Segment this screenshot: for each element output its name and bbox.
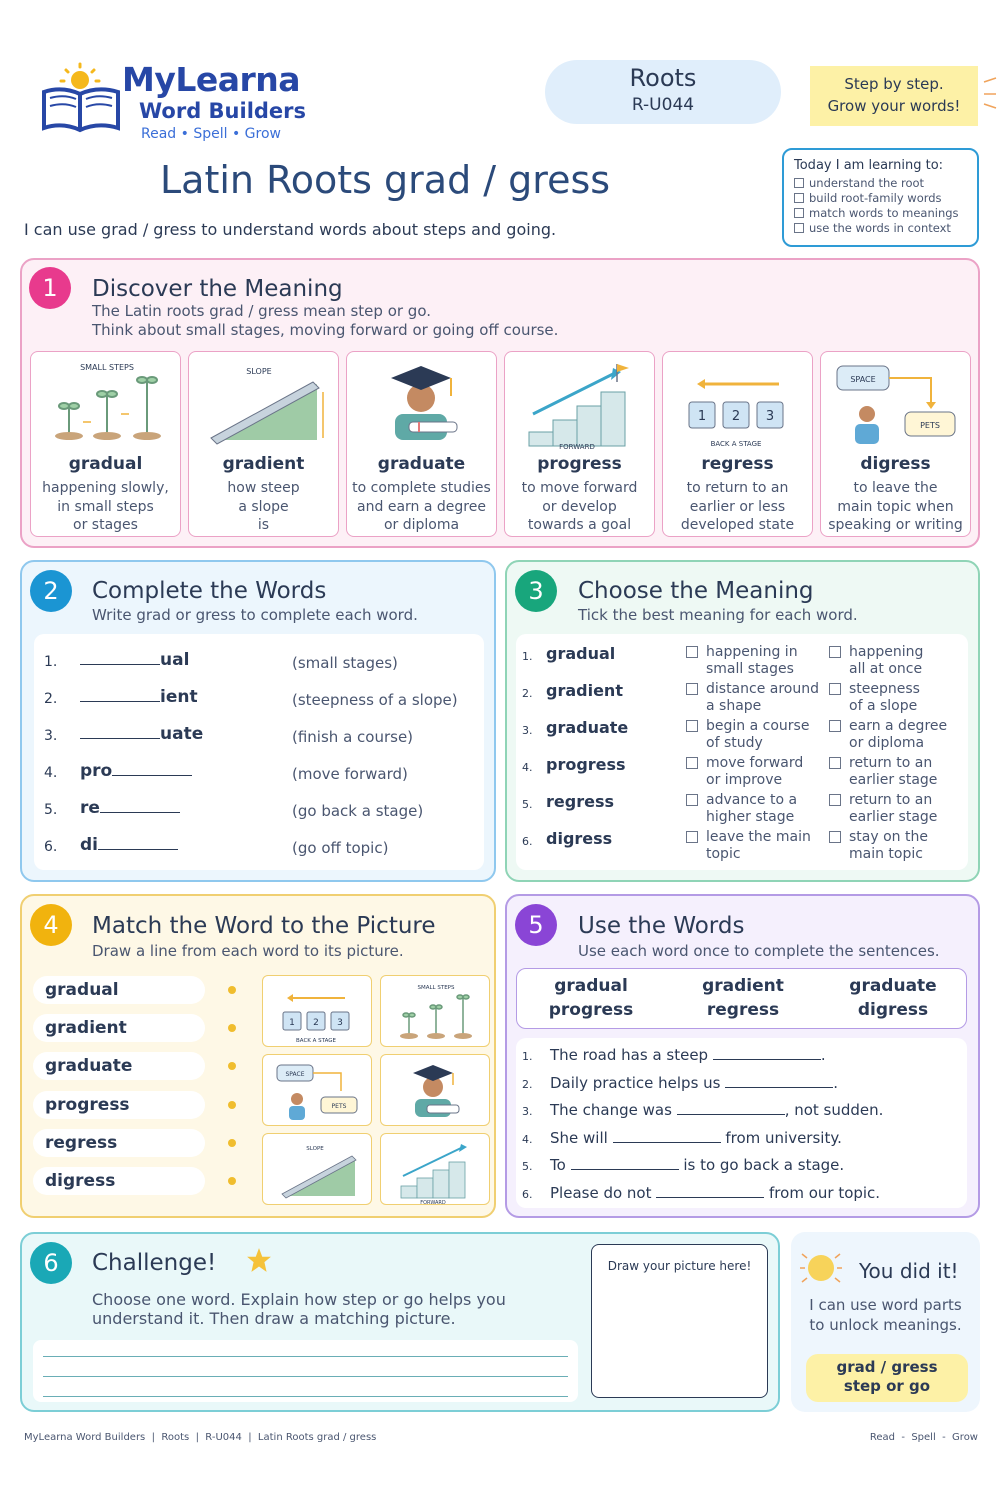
card-meaning: to complete studies and earn a degree or diploma xyxy=(352,480,491,533)
card-word: progress xyxy=(537,454,622,474)
row-number: 2. xyxy=(522,1077,533,1091)
svg-text:FORWARD: FORWARD xyxy=(420,1200,446,1206)
word-hint: (go back a stage) xyxy=(292,802,424,820)
option-text: of study xyxy=(706,735,763,751)
word-builder: ient xyxy=(80,687,198,707)
topic-shift-icon xyxy=(821,352,972,452)
drawing-label: Draw your picture here! xyxy=(607,1259,752,1273)
blank-input[interactable] xyxy=(80,725,160,739)
svg-text:3: 3 xyxy=(765,409,775,424)
bank-word: gradient xyxy=(702,976,784,996)
row-number: 1. xyxy=(44,654,58,670)
section-heading: Complete the Words xyxy=(92,578,327,604)
sentence-row: 3. The change was , not sudden. xyxy=(522,1101,884,1120)
match-picture-progress[interactable] xyxy=(380,1133,490,1205)
word-row xyxy=(44,835,464,861)
checkbox-icon[interactable] xyxy=(686,794,698,806)
back-arrow-icon xyxy=(663,352,814,452)
progress-stairs-icon xyxy=(381,1134,491,1206)
svg-text:PETS: PETS xyxy=(331,1103,347,1110)
card-meaning: happening slowly, in small steps or stages xyxy=(42,480,169,533)
checkbox-icon[interactable] xyxy=(686,757,698,769)
option-a[interactable] xyxy=(686,681,819,715)
brand-subtitle: Word Builders xyxy=(139,99,307,123)
small-steps-icon xyxy=(31,352,182,452)
small-steps-icon xyxy=(381,976,491,1048)
option-text: distance around xyxy=(706,681,819,697)
match-dot[interactable] xyxy=(228,986,236,994)
footer-tagline: Read - Spell - Grow xyxy=(869,1432,978,1443)
svg-text:SPACE: SPACE xyxy=(850,375,876,384)
word-hint: (small stages) xyxy=(292,654,398,672)
match-picture-gradient[interactable] xyxy=(262,1133,372,1205)
word-hint: (go off topic) xyxy=(292,839,389,857)
word-hint: (steepness of a slope) xyxy=(292,691,458,709)
row-number: 1. xyxy=(522,1050,533,1063)
option-text: leave the main xyxy=(706,829,811,845)
section-subtitle: The Latin roots grad / gress mean step or go. xyxy=(92,302,432,320)
motto-line: Step by step. xyxy=(844,75,944,93)
checkbox-icon[interactable] xyxy=(829,831,841,843)
option-text: earn a degree xyxy=(849,718,948,734)
blank-input[interactable] xyxy=(613,1131,721,1143)
section-subtitle: Write grad or gress to complete each word. xyxy=(92,606,418,624)
word-builder: ual xyxy=(80,650,189,670)
option-text: a shape xyxy=(706,698,762,714)
choice-word: progress xyxy=(546,755,626,774)
blank-input[interactable] xyxy=(677,1103,785,1115)
root-summary-badge: grad / gress step or go xyxy=(806,1354,968,1402)
option-text: happening xyxy=(849,644,924,660)
blank-input[interactable] xyxy=(80,651,160,665)
row-number: 1. xyxy=(522,650,533,663)
option-text: earlier stage xyxy=(849,809,938,825)
checkbox-icon[interactable] xyxy=(829,757,841,769)
row-number: 6. xyxy=(522,1188,533,1201)
blank-input[interactable] xyxy=(725,1076,833,1088)
progress-stairs-icon xyxy=(505,352,656,452)
bank-word: gradual xyxy=(554,976,628,996)
spark-lines-icon xyxy=(982,72,998,112)
row-number: 5. xyxy=(522,1160,533,1174)
word-builder: uate xyxy=(80,724,203,744)
option-a[interactable] xyxy=(686,829,811,863)
option-text: all at once xyxy=(849,661,923,677)
sun-icon xyxy=(798,1248,844,1288)
word-row xyxy=(44,687,464,713)
checklist-heading: Today I am learning to: xyxy=(794,158,944,173)
match-word[interactable]: regress xyxy=(33,1129,205,1157)
word-builder: re xyxy=(80,798,180,818)
section-number: 6 xyxy=(30,1242,72,1284)
checklist-item[interactable]: understand the root xyxy=(794,176,967,191)
match-picture-digress[interactable] xyxy=(262,1054,372,1126)
word-card-digress xyxy=(820,351,971,537)
card-word: gradual xyxy=(68,454,143,474)
checkbox-icon[interactable] xyxy=(794,223,804,233)
slope-icon xyxy=(263,1134,373,1206)
section-subtitle: Use each word once to complete the sentences. xyxy=(578,942,940,960)
checklist-item[interactable]: match words to meanings xyxy=(794,206,967,221)
option-text: or improve xyxy=(706,772,783,788)
choice-word: regress xyxy=(546,792,614,811)
row-number: 6. xyxy=(44,839,58,855)
logo-book-icon xyxy=(40,62,122,134)
row-number: 6. xyxy=(522,835,533,848)
topic-shift-icon xyxy=(263,1055,373,1127)
blank-input[interactable] xyxy=(98,836,178,850)
word-builder: pro xyxy=(80,761,192,781)
card-meaning: to leave the main topic when speaking or writing xyxy=(828,480,963,533)
option-text: main topic xyxy=(849,846,923,862)
row-number: 3. xyxy=(522,724,533,737)
motto-note xyxy=(810,66,978,126)
option-text: happening in xyxy=(706,644,798,660)
word-card-gradual xyxy=(30,351,181,537)
match-word[interactable]: gradual xyxy=(33,976,205,1004)
row-number: 4. xyxy=(522,1132,533,1146)
match-picture-gradual[interactable] xyxy=(380,975,490,1047)
checkbox-icon[interactable] xyxy=(794,208,804,218)
option-a[interactable] xyxy=(686,718,809,752)
checkbox-icon[interactable] xyxy=(686,831,698,843)
svg-text:SMALL STEPS: SMALL STEPS xyxy=(417,985,455,991)
svg-text:BACK A STAGE: BACK A STAGE xyxy=(296,1038,336,1044)
option-text: of a slope xyxy=(849,698,918,714)
card-meaning: how steep a slope is xyxy=(227,480,300,533)
row-number: 2. xyxy=(522,687,533,700)
unit-title: Roots xyxy=(629,64,697,92)
svg-text:1: 1 xyxy=(697,409,707,424)
slope-icon xyxy=(189,352,340,452)
svg-text:2: 2 xyxy=(313,1018,319,1028)
option-b[interactable] xyxy=(829,755,937,789)
match-word[interactable]: progress xyxy=(33,1091,205,1119)
checkbox-icon[interactable] xyxy=(829,720,841,732)
sentence-row: 1. The road has a steep . xyxy=(522,1046,826,1064)
motto-line: Grow your words! xyxy=(827,97,961,115)
blank-input[interactable] xyxy=(656,1186,764,1198)
word-row xyxy=(44,798,464,824)
blank-input[interactable] xyxy=(571,1158,679,1170)
word-row xyxy=(44,724,464,750)
brand-tagline: Read • Spell • Grow xyxy=(141,126,281,142)
checkbox-icon[interactable] xyxy=(829,683,841,695)
word-row xyxy=(44,761,464,787)
checkbox-icon[interactable] xyxy=(686,646,698,658)
option-text: steepness xyxy=(849,681,920,697)
option-text: begin a course xyxy=(706,718,810,734)
blank-input[interactable] xyxy=(100,799,180,813)
word-hint: (finish a course) xyxy=(292,728,414,746)
option-a[interactable] xyxy=(686,792,797,826)
checkbox-icon[interactable] xyxy=(794,178,804,188)
row-number: 4. xyxy=(522,761,533,774)
word-card-graduate xyxy=(346,351,497,537)
drawing-box[interactable] xyxy=(591,1244,768,1398)
svg-text:PETS: PETS xyxy=(920,421,940,430)
option-text: small stages xyxy=(706,661,794,677)
challenge-text: Choose one word. Explain how step or go helps you xyxy=(92,1290,506,1309)
checkbox-icon[interactable] xyxy=(829,794,841,806)
blank-input[interactable] xyxy=(80,688,160,702)
sentence-row: 4. She will from university. xyxy=(522,1128,842,1147)
blank-input[interactable] xyxy=(112,762,192,776)
word-card-regress xyxy=(662,351,813,537)
section-number: 4 xyxy=(30,904,72,946)
svg-text:1: 1 xyxy=(289,1018,295,1028)
word-hint: (move forward) xyxy=(292,765,408,783)
row-number: 5. xyxy=(44,802,58,818)
checklist-item[interactable]: use the words in context xyxy=(794,221,967,236)
svg-text:SMALL STEPS: SMALL STEPS xyxy=(80,363,134,372)
brand-name: MyLearna xyxy=(122,60,301,99)
section-subtitle: Think about small stages, moving forward or going off course. xyxy=(92,321,559,339)
blank-input[interactable] xyxy=(713,1048,821,1060)
option-text: move forward xyxy=(706,755,804,771)
sentence-row: 6. Please do not from our topic. xyxy=(522,1184,881,1202)
sentence-row: 5. To is to go back a stage. xyxy=(522,1156,845,1175)
bank-word: digress xyxy=(857,1000,929,1020)
page-title: Latin Roots grad / gress xyxy=(160,158,611,202)
row-number: 3. xyxy=(522,1105,533,1119)
footer-info: MyLearna Word Builders | Roots | R-U044 | Latin Roots grad / gress xyxy=(24,1432,377,1443)
option-b[interactable] xyxy=(829,829,928,863)
checklist-item[interactable]: build root-family words xyxy=(794,191,967,206)
section-number: 1 xyxy=(29,267,71,309)
card-meaning: to return to an earlier or less developed state xyxy=(680,480,795,533)
option-text: advance to a xyxy=(706,792,798,808)
section-number: 5 xyxy=(515,904,557,946)
choice-word: gradual xyxy=(546,644,616,663)
svg-text:BACK A STAGE: BACK A STAGE xyxy=(710,440,762,448)
match-dot[interactable] xyxy=(228,1139,236,1147)
match-dot[interactable] xyxy=(228,1177,236,1185)
svg-text:3: 3 xyxy=(337,1018,343,1028)
option-text: earlier stage xyxy=(849,772,938,788)
option-text: stay on the xyxy=(849,829,928,845)
checkbox-icon[interactable] xyxy=(686,720,698,732)
section-number: 3 xyxy=(515,570,557,612)
word-card-gradient xyxy=(188,351,339,537)
card-word: graduate xyxy=(377,454,466,474)
match-word[interactable]: graduate xyxy=(33,1052,205,1080)
checkbox-icon[interactable] xyxy=(686,683,698,695)
choice-word: gradient xyxy=(546,681,623,700)
match-picture-regress[interactable] xyxy=(262,975,372,1047)
option-text: return to an xyxy=(849,755,933,771)
row-number: 2. xyxy=(44,691,58,707)
card-meaning: to move forward or develop towards a goal xyxy=(521,480,638,533)
match-picture-graduate[interactable] xyxy=(380,1054,490,1126)
option-a[interactable] xyxy=(686,755,803,789)
svg-text:SPACE: SPACE xyxy=(285,1071,305,1078)
star-icon xyxy=(246,1247,272,1273)
word-row xyxy=(44,650,464,676)
checkbox-icon[interactable] xyxy=(829,646,841,658)
svg-text:SLOPE: SLOPE xyxy=(246,367,272,376)
section-heading: Choose the Meaning xyxy=(578,578,814,604)
unit-code: R-U044 xyxy=(631,95,695,115)
row-number: 4. xyxy=(44,765,58,781)
checkbox-icon[interactable] xyxy=(794,193,804,203)
section-heading: Discover the Meaning xyxy=(92,276,343,302)
option-text: or diploma xyxy=(849,735,925,751)
writing-area[interactable] xyxy=(33,1340,578,1402)
option-b[interactable] xyxy=(829,792,937,826)
match-word[interactable]: gradient xyxy=(33,1014,205,1042)
svg-text:2: 2 xyxy=(731,409,741,424)
learning-checklist xyxy=(782,148,979,247)
svg-text:SLOPE: SLOPE xyxy=(306,1146,324,1152)
option-b[interactable] xyxy=(829,718,947,752)
card-word: gradient xyxy=(222,454,305,474)
svg-text:FORWARD: FORWARD xyxy=(559,443,595,451)
bank-word: graduate xyxy=(849,976,937,996)
section-subtitle: Draw a line from each word to its picture. xyxy=(92,942,404,960)
choice-word: digress xyxy=(546,829,613,848)
section-number: 2 xyxy=(30,570,72,612)
reward-text: I can use word parts to unlock meanings. xyxy=(809,1296,962,1334)
learning-goal: I can use grad / gress to understand words about steps and going. xyxy=(24,220,557,239)
section-heading: Use the Words xyxy=(578,913,745,939)
section-heading: Match the Word to the Picture xyxy=(92,913,436,939)
sentence-row: 2. Daily practice helps us . xyxy=(522,1073,839,1092)
graduate-icon xyxy=(381,1055,491,1127)
section-subtitle: Tick the best meaning for each word. xyxy=(578,606,858,624)
word-card-progress xyxy=(504,351,655,537)
match-dot[interactable] xyxy=(228,1101,236,1109)
bank-word: regress xyxy=(706,1000,780,1020)
option-text: return to an xyxy=(849,792,933,808)
option-text: higher stage xyxy=(706,809,795,825)
row-number: 5. xyxy=(522,798,533,811)
graduate-icon xyxy=(347,352,498,452)
card-word: regress xyxy=(701,454,774,474)
option-text: topic xyxy=(706,846,741,862)
option-b[interactable] xyxy=(829,644,923,678)
option-b[interactable] xyxy=(829,681,920,715)
word-builder: di xyxy=(80,835,178,855)
section-heading: Challenge! xyxy=(92,1250,217,1276)
card-word: digress xyxy=(860,454,931,474)
back-arrow-icon xyxy=(263,976,373,1048)
unit-badge xyxy=(545,60,781,124)
reward-title: You did it! xyxy=(859,1259,959,1283)
bank-word: progress xyxy=(548,1000,634,1020)
option-a[interactable] xyxy=(686,644,798,678)
choice-word: graduate xyxy=(546,718,629,737)
match-word[interactable]: digress xyxy=(33,1167,205,1195)
row-number: 3. xyxy=(44,728,58,744)
challenge-text: understand it. Then draw a matching picture. xyxy=(92,1309,456,1328)
